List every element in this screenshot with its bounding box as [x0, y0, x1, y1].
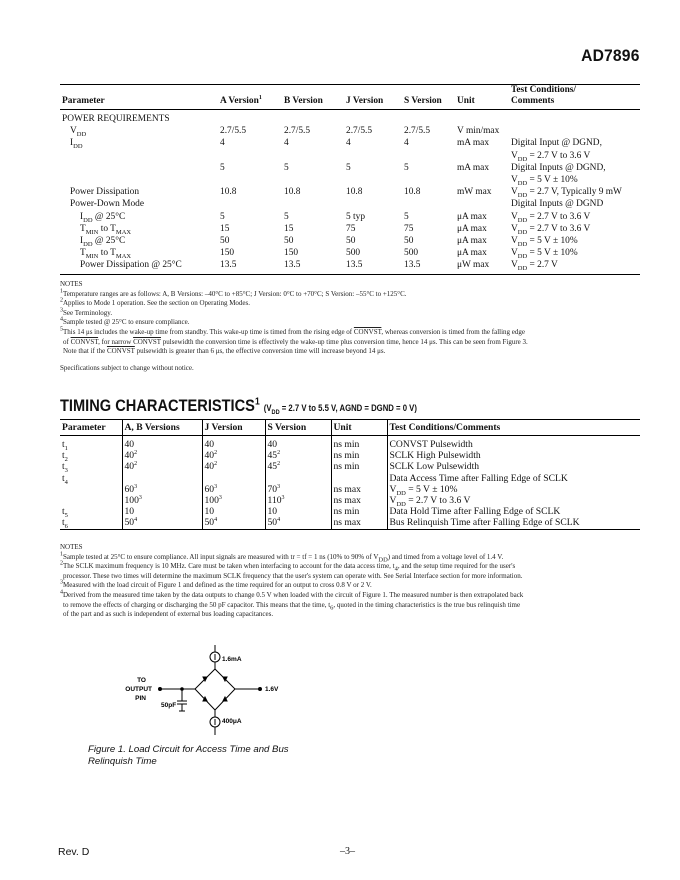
b-cell: 5: [284, 211, 289, 222]
timing-table: [60, 419, 640, 530]
s-cell: $45^2$: [265, 461, 331, 472]
s-cell: 10: [265, 506, 331, 517]
j-cell: $50^4$: [202, 517, 265, 529]
ab-cell: $40^2$: [122, 450, 202, 461]
unit-cell: μW max: [457, 260, 490, 271]
ab-cell: $40^2$: [122, 461, 202, 472]
a-cell: 5: [220, 162, 225, 173]
header-parameter: Parameter: [62, 96, 105, 106]
j-cell: [202, 473, 265, 484]
param-cell: $I_{DD}$: [70, 138, 83, 151]
table-row: [60, 259, 640, 274]
note-5-cont: of CONVST, for narrow CONVST pulsewidth the conversion time is effectively the wake-up time plus conversion time, hence 14 μs. This can be seen from Figure 3.: [63, 337, 528, 346]
param-cell: [60, 484, 122, 495]
s-cell: [265, 473, 331, 484]
j-cell: [344, 174, 402, 186]
s-cell: 40: [265, 436, 331, 451]
param-cell: $t_2$: [62, 450, 68, 464]
condition-cell: $V_{DD} = 2.7$ V to 3.6 V: [511, 211, 591, 224]
table-row: [60, 461, 640, 472]
note-3: $^3$See Terminology.: [60, 307, 113, 317]
s-cell: $45^2$: [265, 450, 331, 461]
power-notes: [60, 280, 528, 373]
condition-cell: $V_{DD} = 5$ V ± 10%: [387, 484, 640, 495]
condition-cell: $V_{DD} = 5$ V ± 10%: [511, 236, 578, 248]
j-cell: 10.8: [346, 187, 363, 198]
condition-cell: Digital Input @ DGND,: [511, 138, 602, 149]
unit-cell: mW max: [457, 187, 492, 198]
j-cell: 50: [346, 236, 356, 247]
ab-cell: 10: [122, 506, 202, 517]
unit-cell: ns min: [331, 461, 387, 472]
b-cell: 50: [284, 236, 294, 247]
condition-cell: Digital Inputs @ DGND,: [511, 162, 606, 173]
s-cell: 500: [404, 248, 419, 259]
table-row: [60, 450, 640, 461]
condition-cell: CONVST Pulsewidth: [387, 436, 640, 451]
timing-title: TIMING CHARACTERISTICS$^1$ ($V_{DD} = 2.7$ V to 5.5 V, AGND = DGND = 0 V): [60, 396, 417, 416]
label-voltage: 1.6V: [265, 686, 279, 693]
note-4: $^4$Derived from the measured time taken by the data outputs to change 0.5 V when loaded with the circuit of Figure 1. The measured number is then extrapolated back: [60, 589, 524, 599]
param-cell: $V_{DD}$: [70, 126, 87, 139]
table-row: [60, 517, 640, 529]
table-row: [60, 150, 640, 162]
section-row: [60, 110, 640, 126]
table-row: [60, 125, 640, 137]
s-cell: 75: [404, 223, 414, 234]
ab-cell: 40: [122, 436, 202, 451]
condition-cell: $V_{DD} = 2.7$ V, Typically 9 mW: [511, 187, 622, 200]
condition-cell: $V_{DD} = 2.7$ V to 3.6 V: [387, 495, 640, 506]
param-cell: Power Dissipation: [70, 187, 140, 198]
note-2: $^2$The SCLK maximum frequency is 10 MHz. Care must be taken when interfacing to account for the data access time, $t_4$, and the setup time required for the user's: [60, 560, 516, 573]
timing-notes: [60, 543, 523, 620]
table-row: [60, 198, 640, 210]
s-cell: 13.5: [404, 260, 421, 271]
table-row: [60, 211, 640, 223]
label-top-current: 1.6mA: [222, 656, 242, 663]
s-cell: 10.8: [404, 187, 421, 198]
param-cell: [60, 162, 218, 174]
param-cell: $t_6$: [62, 517, 68, 531]
table-row: [60, 473, 640, 484]
unit-cell: [455, 198, 509, 210]
unit-cell: μA max: [457, 236, 487, 247]
footer-revision: Rev. D: [58, 846, 90, 858]
note-4-cont2: of the part and as such is independent of external bus loading capacitances.: [63, 610, 274, 619]
note-4: $^4$Sample tested @ 25°C to ensure compliance.: [60, 317, 190, 327]
a-cell: 50: [220, 236, 230, 247]
unit-cell: ns max: [331, 484, 387, 495]
section-title: POWER REQUIREMENTS: [62, 114, 170, 124]
unit-cell: μA max: [457, 223, 487, 234]
condition-cell: Data Hold Time after Falling Edge of SCLK: [387, 506, 640, 517]
b-cell: 5: [284, 162, 289, 173]
ab-cell: [122, 473, 202, 484]
note-2-cont: processor. These two times will determine the maximum SCLK frequency that the user's system can operate with. See Serial Interface section for more information.: [63, 571, 523, 580]
a-cell: 15: [220, 223, 230, 234]
b-cell: [282, 198, 344, 210]
condition-cell: $V_{DD} = 2.7$ V to 3.6 V: [511, 150, 591, 163]
j-cell: $60^3$: [202, 484, 265, 495]
param-cell: $t_1$: [62, 439, 68, 452]
note-5: $^5$This 14 μs includes the wake-up time from standby. This wake-up time is timed from the rising edge of CONVST, whereas conversion is timed from the falling edge: [60, 326, 526, 336]
condition-cell: Digital Inputs @ DGND: [511, 199, 604, 210]
param-cell: Power Dissipation @ 25°C: [80, 260, 182, 271]
j-cell: $40^2$: [202, 461, 265, 472]
j-cell: 75: [346, 223, 356, 234]
label-pin: PIN: [135, 695, 146, 702]
param-cell: $T_{MIN}$ to $T_{MAX}$: [80, 223, 132, 236]
ab-cell: $50^4$: [122, 517, 202, 529]
param-cell: [60, 150, 218, 162]
unit-cell: ns max: [331, 495, 387, 506]
timing-header-parameter: Parameter: [62, 422, 106, 433]
a-cell: [218, 198, 282, 210]
param-cell: $t_5$: [62, 506, 68, 520]
table-row: [60, 495, 640, 506]
b-cell: 13.5: [284, 260, 301, 271]
unit-cell: mA max: [457, 162, 490, 173]
condition-cell: [509, 125, 640, 137]
ab-cell: $100^3$: [122, 495, 202, 506]
unit-cell: [455, 174, 509, 186]
timing-header-row: [60, 420, 640, 436]
note-3: $^3$Measured with the load circuit of Figure 1 and defined as the time required for an output to cross 0.8 V or 2 V.: [60, 580, 372, 590]
timing-header-unit: Unit: [331, 420, 387, 436]
param-cell: [60, 174, 218, 186]
param-cell: Power-Down Mode: [70, 199, 145, 210]
unit-cell: ns max: [331, 517, 387, 529]
unit-cell: ns min: [331, 506, 387, 517]
notes-title: NOTES: [60, 543, 83, 551]
unit-cell: ns min: [331, 450, 387, 461]
j-cell: $40^2$: [202, 450, 265, 461]
a-cell: 2.7/5.5: [220, 126, 247, 137]
s-cell: $50^4$: [265, 517, 331, 529]
condition-cell: $V_{DD} = 5$ V ± 10%: [511, 248, 578, 261]
condition-cell: $V_{DD} = 2.7$ V: [511, 260, 558, 273]
a-cell: [218, 174, 282, 186]
table-row: [60, 436, 640, 451]
label-bottom-current: 400μA: [222, 718, 242, 725]
j-cell: 5 typ: [346, 211, 366, 222]
spec-change-note: Specifications subject to change without notice.: [60, 363, 194, 372]
j-cell: 13.5: [346, 260, 363, 271]
s-cell: $110^3$: [265, 495, 331, 506]
j-cell: 2.7/5.5: [346, 126, 373, 137]
header-b-version: B Version: [284, 96, 323, 106]
power-requirements-table: [60, 84, 640, 275]
a-cell: 13.5: [220, 260, 237, 271]
j-cell: 4: [346, 138, 351, 149]
footer-page-number: –3–: [340, 846, 355, 857]
param-cell: $T_{MIN}$ to $T_{MAX}$: [80, 248, 132, 261]
b-cell: [282, 150, 344, 162]
table-row: [60, 223, 640, 235]
condition-cell: $V_{DD} = 2.7$ V to 3.6 V: [511, 223, 591, 236]
b-cell: 2.7/5.5: [284, 126, 311, 137]
param-cell: $t_3$: [62, 461, 68, 475]
j-cell: 10: [202, 506, 265, 517]
condition-cell: Bus Relinquish Time after Falling Edge of SCLK: [387, 517, 640, 529]
param-cell: $t_4$: [62, 472, 68, 486]
notes-title: NOTES: [60, 280, 83, 288]
table-row: [60, 247, 640, 259]
condition-cell: Data Access Time after Falling Edge of SCLK: [387, 473, 640, 484]
table-row: [60, 235, 640, 247]
a-cell: [218, 150, 282, 162]
header-unit: Unit: [457, 96, 475, 106]
unit-cell: [455, 150, 509, 162]
a-cell: 5: [220, 211, 225, 222]
param-cell: $I_{DD}$ @ 25°C: [80, 236, 126, 248]
condition-cell: $V_{DD} = 5$ V ± 10%: [511, 175, 578, 187]
note-1: $^1$Temperature ranges are as follows: A, B Versions: –40°C to +85°C; J Version: 0°C to +70°C; S Version: –55°C to +125°C.: [60, 288, 407, 298]
timing-header-j: J Version: [202, 420, 265, 436]
note-1: $^1$Sample tested at 25°C to ensure compliance. All input signals are measured with tr = tf = 1 ns (10% to 90% of $V_{DD}$) and timed from a voltage level of 1.4 V.: [60, 551, 504, 563]
s-cell: 5: [404, 211, 409, 222]
j-cell: 500: [346, 248, 361, 259]
a-cell: 10.8: [220, 187, 237, 198]
b-cell: 4: [284, 138, 289, 149]
label-to: TO: [137, 677, 146, 684]
label-output: OUTPUT: [125, 686, 152, 693]
load-circuit-diagram: [110, 645, 310, 740]
j-cell: $100^3$: [202, 495, 265, 506]
table-row: [60, 162, 640, 174]
header-test-conditions: Test Conditions/ Comments: [511, 85, 577, 106]
label-cap: 50pF: [161, 702, 177, 709]
s-cell: 5: [404, 162, 409, 173]
s-cell: [402, 198, 455, 210]
s-cell: [402, 174, 455, 186]
header-j-version: J Version: [346, 96, 384, 106]
j-cell: 5: [346, 162, 351, 173]
a-cell: 4: [220, 138, 225, 149]
unit-cell: [331, 473, 387, 484]
s-cell: $70^3$: [265, 484, 331, 495]
b-cell: 15: [284, 223, 294, 234]
s-cell: 50: [404, 236, 414, 247]
condition-cell: SCLK High Pulsewidth: [387, 450, 640, 461]
b-cell: [282, 174, 344, 186]
timing-header-test: Test Conditions/Comments: [387, 420, 640, 436]
unit-cell: μA max: [457, 211, 487, 222]
s-cell: 4: [404, 138, 409, 149]
note-5-cont2: Note that if the CONVST pulsewidth is greater than 6 μs, the effective conversion time will increase beyond 14 μs.: [63, 347, 386, 356]
s-cell: 2.7/5.5: [404, 126, 431, 137]
unit-cell: μA max: [457, 248, 487, 259]
note-4-cont: to remove the effects of charging or discharging the 50 pF capacitor. This means that the time, $t_6$, quoted in the timing characteristics is the true bus relinquish time: [63, 600, 521, 611]
table-row: [60, 137, 640, 149]
unit-cell: mA max: [457, 138, 490, 149]
condition-cell: SCLK Low Pulsewidth: [387, 461, 640, 472]
header-a-version: A Version$^1$: [220, 94, 262, 106]
param-cell: $I_{DD}$ @ 25°C: [80, 211, 126, 224]
timing-header-ab: A, B Versions: [122, 420, 202, 436]
unit-cell: V min/max: [457, 126, 500, 137]
table-row: [60, 174, 640, 186]
table-header-row: [60, 85, 640, 110]
table-row: [60, 484, 640, 495]
s-cell: [402, 150, 455, 162]
a-cell: 150: [220, 248, 235, 259]
timing-header-s: S Version: [265, 420, 331, 436]
unit-cell: ns min: [331, 436, 387, 451]
part-number: AD7896: [581, 46, 640, 65]
ab-cell: $60^3$: [122, 484, 202, 495]
note-2: $^2$Applies to Mode 1 operation. See the section on Operating Modes.: [60, 297, 251, 308]
diode-bridge-icon: [195, 669, 235, 710]
b-cell: 150: [284, 248, 299, 259]
param-cell: [60, 495, 122, 506]
j-cell: 40: [202, 436, 265, 451]
b-cell: 10.8: [284, 187, 301, 198]
table-row: [60, 186, 640, 198]
table-row: [60, 506, 640, 517]
j-cell: [344, 150, 402, 162]
j-cell: [344, 198, 402, 210]
header-s-version: S Version: [404, 96, 442, 106]
figure-caption: Figure 1. Load Circuit for Access Time and Bus Relinquish Time: [88, 744, 289, 767]
